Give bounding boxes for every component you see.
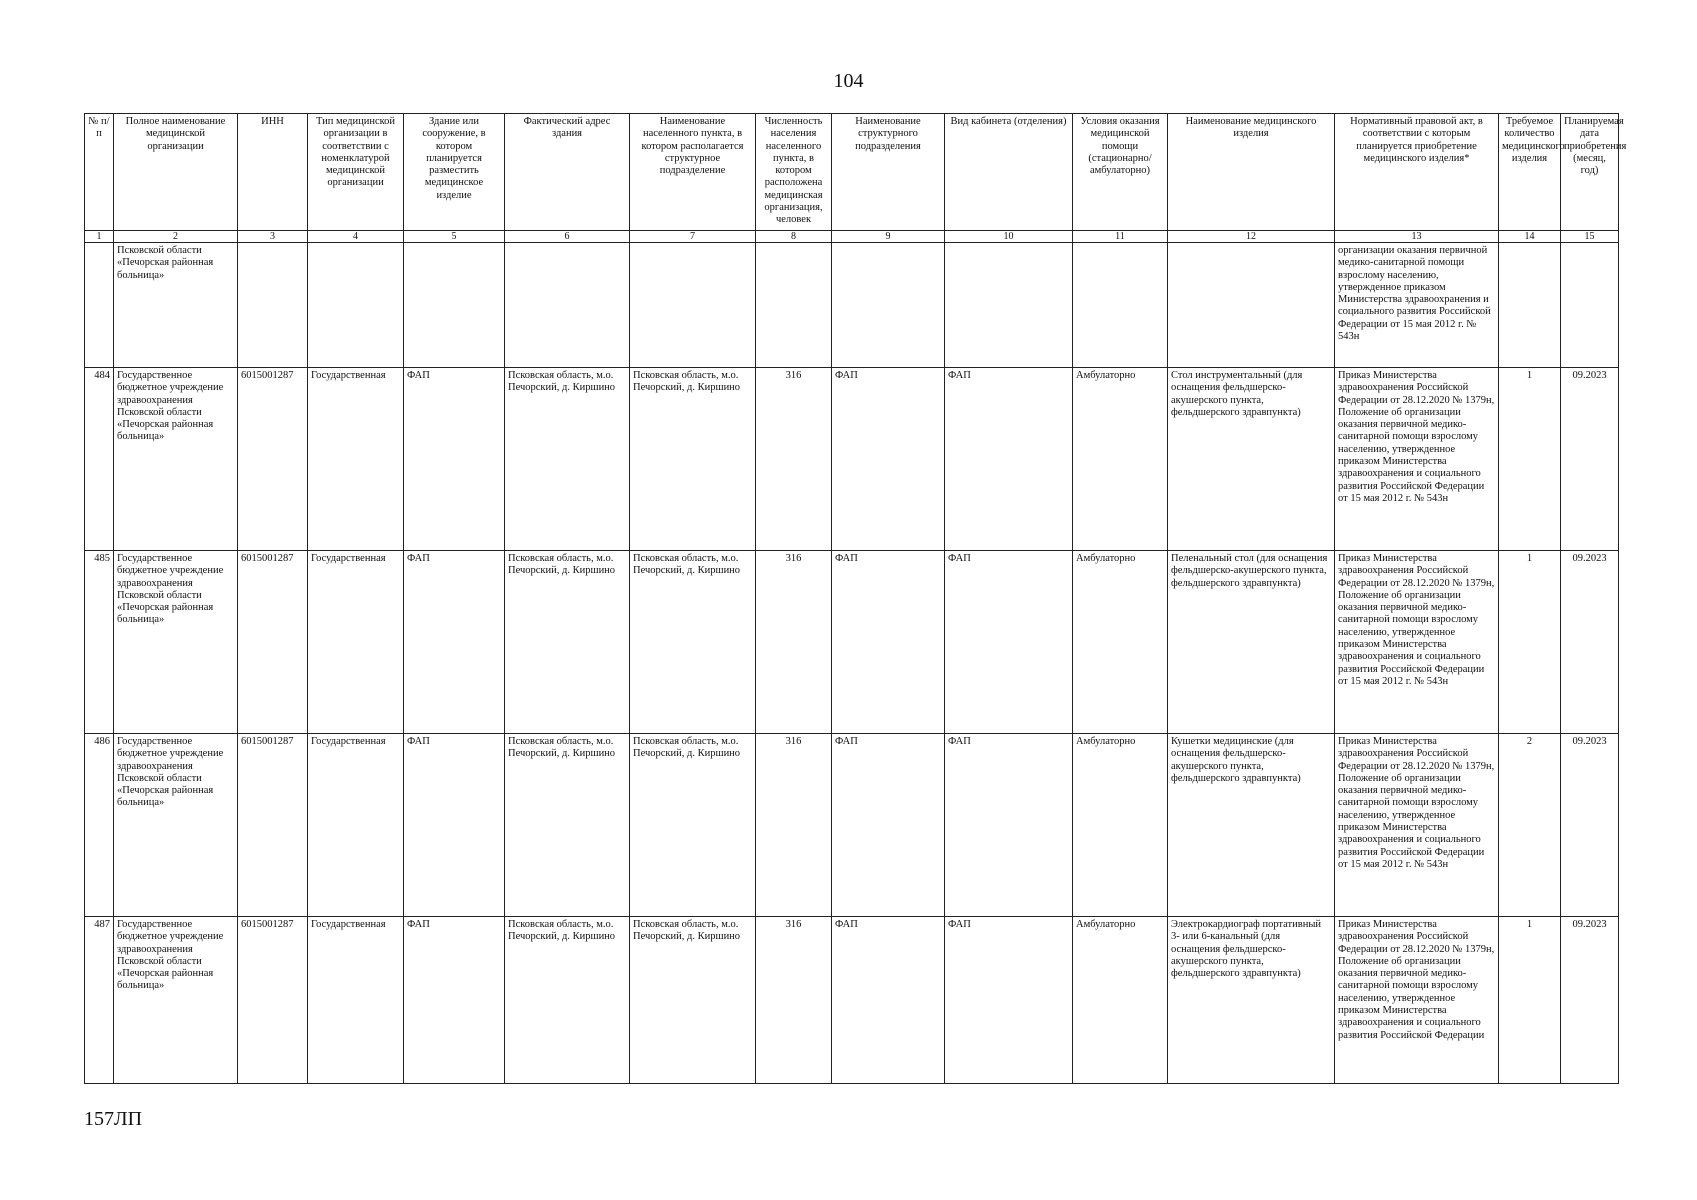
structural-unit: ФАП: [832, 734, 945, 917]
table-row: [85, 917, 1619, 1084]
planned-date: 09.2023: [1561, 368, 1619, 551]
org-name: Государственное бюджетное учреждение здравоохранения Псковской области «Печорская районная больница»: [114, 917, 238, 1084]
table-row: [85, 734, 1619, 917]
column-number: 11: [1073, 231, 1168, 243]
header-cell: Здание или сооружение, в котором планируется разместить медицинское изделие: [404, 114, 505, 231]
quantity: 1: [1499, 368, 1561, 551]
address: Псковская область, м.о. Печорский, д. Киршино: [505, 734, 630, 917]
quantity: 2: [1499, 734, 1561, 917]
column-number: 9: [832, 231, 945, 243]
org-name: Государственное бюджетное учреждение здравоохранения Псковской области «Печорская районная больница»: [114, 551, 238, 734]
header-cell: Нормативный правовой акт, в соответствии с которым планируется приобретение медицинского изделия*: [1335, 114, 1499, 231]
population: 316: [756, 917, 832, 1084]
legal-act: Приказ Министерства здравоохранения Российской Федерации от 28.12.2020 № 1379н, Положение об организации оказания первичной медико-санитарной помощи взрослому населению, утвержденное приказом Министерства здравоохранения и социального развития Российской Федерации от 15 мая 2012 г. № 543н: [1335, 734, 1499, 917]
address: Псковская область, м.о. Печорский, д. Киршино: [505, 368, 630, 551]
legal-act: Приказ Министерства здравоохранения Российской Федерации от 28.12.2020 № 1379н, Положение об организации оказания первичной медико-санитарной помощи взрослому населению, утвержденное приказом Министерства здравоохранения и социального развития Российской Федерации от 15 мая 2012 г. № 543н: [1335, 551, 1499, 734]
header-cell: Условия оказания медицинской помощи (стационарно/ амбулаторно): [1073, 114, 1168, 231]
building: ФАП: [404, 734, 505, 917]
column-number: 6: [505, 231, 630, 243]
column-number: 14: [1499, 231, 1561, 243]
structural-unit: ФАП: [832, 551, 945, 734]
table-header-row: [85, 114, 1619, 231]
org-type: Государственная: [308, 368, 404, 551]
column-number: 4: [308, 231, 404, 243]
planned-date: 09.2023: [1561, 734, 1619, 917]
legal-act: организации оказания первичной медико-санитарной помощи взрослому населению, утвержденное приказом Министерства здравоохранения и социального развития Российской Федерации от 15 мая 2012 г. № 543н: [1335, 243, 1499, 368]
device-name: Электрокардиограф портативный 3- или 6-канальный (для оснащения фельдшерско-акушерского пункта, фельдшерского здравпункта): [1168, 917, 1335, 1084]
quantity: 1: [1499, 551, 1561, 734]
building: ФАП: [404, 368, 505, 551]
legal-act: Приказ Министерства здравоохранения Российской Федерации от 28.12.2020 № 1379н, Положение об организации оказания первичной медико-санитарной помощи взрослому населению, утвержденное приказом Министерства здравоохранения и социального развития Российской Федерации от 15 мая 2012 г. № 543н: [1335, 368, 1499, 551]
column-number: 8: [756, 231, 832, 243]
header-cell: Требуемое количество медицинского изделия: [1499, 114, 1561, 231]
header-cell: Численность населения населенного пункта, в котором расположена медицинская организация, человек: [756, 114, 832, 231]
table-row: [85, 551, 1619, 734]
cabinet-type: ФАП: [945, 917, 1073, 1084]
header-cell: Полное наименование медицинской организации: [114, 114, 238, 231]
column-number: 12: [1168, 231, 1335, 243]
device-name: Стол инструментальный (для оснащения фельдшерско-акушерского пункта, фельдшерского здравпункта): [1168, 368, 1335, 551]
column-number: 13: [1335, 231, 1499, 243]
header-cell: Наименование структурного подразделения: [832, 114, 945, 231]
care-conditions: Амбулаторно: [1073, 368, 1168, 551]
population: 316: [756, 551, 832, 734]
column-number: 1: [85, 231, 114, 243]
column-number: 5: [404, 231, 505, 243]
device-name: Пеленальный стол (для оснащения фельдшерско-акушерского пункта, фельдшерского здравпункта): [1168, 551, 1335, 734]
org-name: Псковской области «Печорская районная больница»: [114, 243, 238, 368]
settlement: Псковская область, м.о. Печорский, д. Киршино: [630, 917, 756, 1084]
address: Псковская область, м.о. Печорский, д. Киршино: [505, 551, 630, 734]
header-cell: ИНН: [238, 114, 308, 231]
quantity: 1: [1499, 917, 1561, 1084]
column-number-row: [85, 231, 1619, 243]
continuation-row: [85, 243, 1619, 368]
org-name: Государственное бюджетное учреждение здравоохранения Псковской области «Печорская районная больница»: [114, 368, 238, 551]
table-row: [85, 368, 1619, 551]
legal-act: Приказ Министерства здравоохранения Российской Федерации от 28.12.2020 № 1379н, Положение об организации оказания первичной медико-санитарной помощи взрослому населению, утвержденное приказом Министерства здравоохранения и социального развития Российской Федерации: [1335, 917, 1499, 1084]
row-number: 484: [85, 368, 114, 551]
header-cell: Наименование медицинского изделия: [1168, 114, 1335, 231]
medical-devices-table: [84, 113, 1627, 1084]
header-cell: Тип медицинской организации в соответствии с номенклатурой медицинской организации: [308, 114, 404, 231]
cabinet-type: ФАП: [945, 734, 1073, 917]
column-number: 2: [114, 231, 238, 243]
planned-date: 09.2023: [1561, 917, 1619, 1084]
row-number: 485: [85, 551, 114, 734]
header-cell: Планируемая дата приобретения (месяц, год): [1561, 114, 1619, 231]
care-conditions: Амбулаторно: [1073, 917, 1168, 1084]
org-type: Государственная: [308, 551, 404, 734]
settlement: Псковская область, м.о. Печорский, д. Киршино: [630, 368, 756, 551]
building: ФАП: [404, 551, 505, 734]
care-conditions: Амбулаторно: [1073, 734, 1168, 917]
header-cell: Наименование населенного пункта, в котором располагается структурное подразделение: [630, 114, 756, 231]
row-number: 486: [85, 734, 114, 917]
org-name: Государственное бюджетное учреждение здравоохранения Псковской области «Печорская районная больница»: [114, 734, 238, 917]
inn: 6015001287: [238, 734, 308, 917]
care-conditions: Амбулаторно: [1073, 551, 1168, 734]
inn: 6015001287: [238, 368, 308, 551]
header-cell: № п/п: [85, 114, 114, 231]
inn: 6015001287: [238, 917, 308, 1084]
building: ФАП: [404, 917, 505, 1084]
header-cell: Вид кабинета (отделения): [945, 114, 1073, 231]
structural-unit: ФАП: [832, 917, 945, 1084]
org-type: Государственная: [308, 917, 404, 1084]
column-number: 7: [630, 231, 756, 243]
column-number: 15: [1561, 231, 1619, 243]
cabinet-type: ФАП: [945, 551, 1073, 734]
population: 316: [756, 368, 832, 551]
cabinet-type: ФАП: [945, 368, 1073, 551]
settlement: Псковская область, м.о. Печорский, д. Киршино: [630, 551, 756, 734]
column-number: 3: [238, 231, 308, 243]
population: 316: [756, 734, 832, 917]
address: Псковская область, м.о. Печорский, д. Киршино: [505, 917, 630, 1084]
document-code: 157ЛП: [84, 1108, 143, 1130]
org-type: Государственная: [308, 734, 404, 917]
page-number: 104: [833, 70, 864, 92]
structural-unit: ФАП: [832, 368, 945, 551]
settlement: Псковская область, м.о. Печорский, д. Киршино: [630, 734, 756, 917]
device-name: Кушетки медицинские (для оснащения фельдшерско-акушерского пункта, фельдшерского здравпункта): [1168, 734, 1335, 917]
column-number: 10: [945, 231, 1073, 243]
planned-date: 09.2023: [1561, 551, 1619, 734]
header-cell: Фактический адрес здания: [505, 114, 630, 231]
row-number: 487: [85, 917, 114, 1084]
inn: 6015001287: [238, 551, 308, 734]
